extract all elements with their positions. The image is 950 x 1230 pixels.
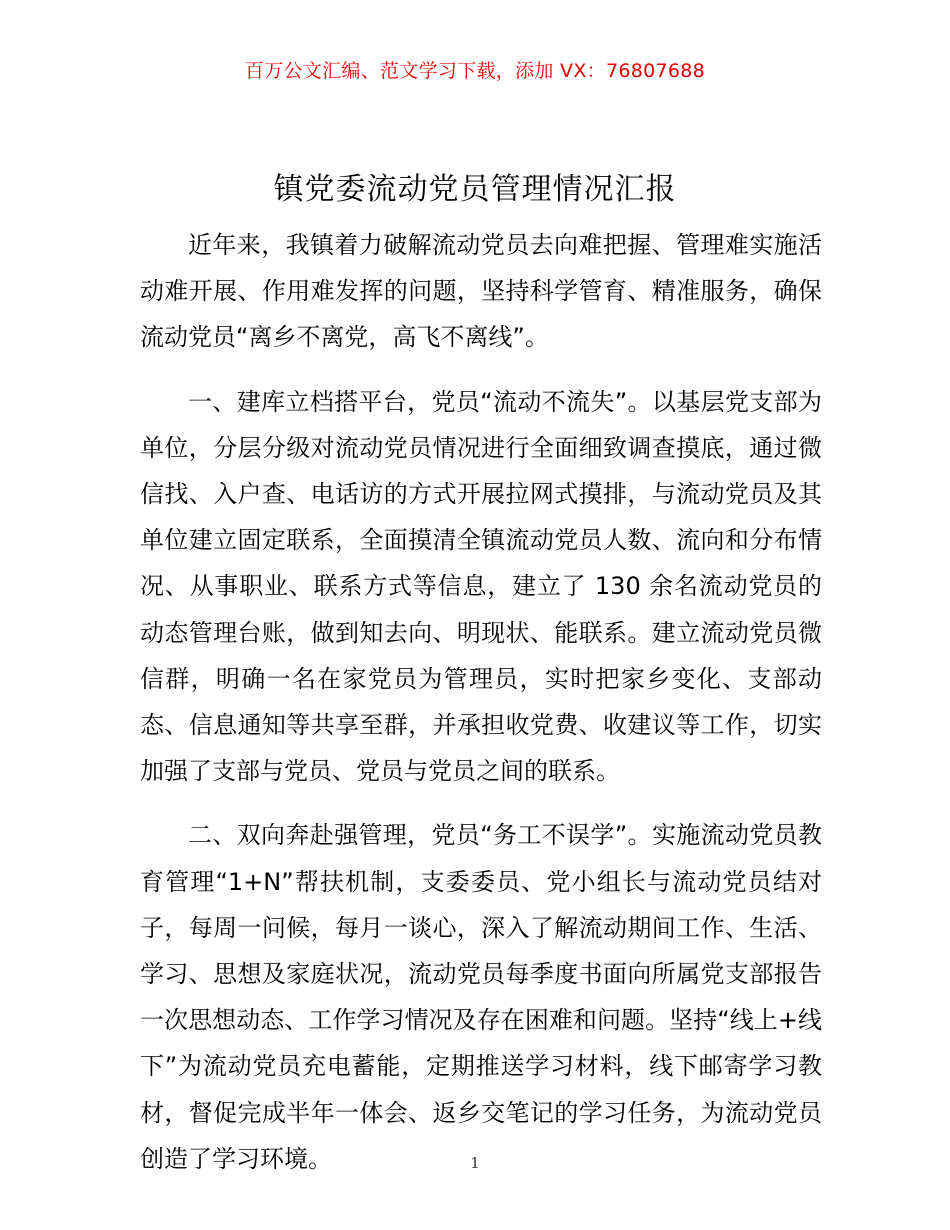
paragraph-intro: 近年来，我镇着力破解流动党员去向难把握、管理难实施活动难开展、作用难发挥的问题，坚持科学管育、精准服务，确保流动党员“离乡不离党，高飞不离线”。 (140, 231, 822, 352)
document-body (140, 222, 822, 1182)
paragraph-section-2: 二、双向奔赴强管理，党员“务工不误学”。实施流动党员教育管理“1+N”帮扶机制，支委委员、党小组长与流动党员结对子，每周一问候，每月一谈心，深入了解流动期间工作、生活、学习、思想及家庭状况，流动党员每季度书面向所属党支部报告一次思想动态、工作学习情况及存在困难和问题。坚持“线上+线下”为流动党员充电蓄能，定期推送学习材料，线下邮寄学习教材，督促完成半年一体会、返乡交笔记的学习任务，为流动党员创造了学习环境。 (140, 821, 822, 1173)
header-banner: 百万公文汇编、范文学习下载，添加 VX：76807688 (244, 60, 706, 82)
document-title: 镇党委流动党员管理情况汇报 (273, 172, 677, 207)
paragraph-section-1: 一、建库立档搭平台，党员“流动不流失”。以基层党支部为单位，分层分级对流动党员情况进行全面细致调查摸底，通过微信找、入户查、电话访的方式开展拉网式摸排，与流动党员及其单位建立固定联系，全面摸清全镇流动党员人数、流向和分布情况、从事职业、联系方式等信息，建立了 130 余名流动党员的动态管理台账，做到知去向、明现状、能联系。建立流动党员微信群，明确一名在家党员为管理员，实时把家乡变化、支部动态、信息通知等共享至群，并承担收党费、收建议等工作，切实加强了支部与党员、党员与党员之间的联系。 (140, 387, 822, 786)
page-number: 1 (470, 1154, 480, 1172)
